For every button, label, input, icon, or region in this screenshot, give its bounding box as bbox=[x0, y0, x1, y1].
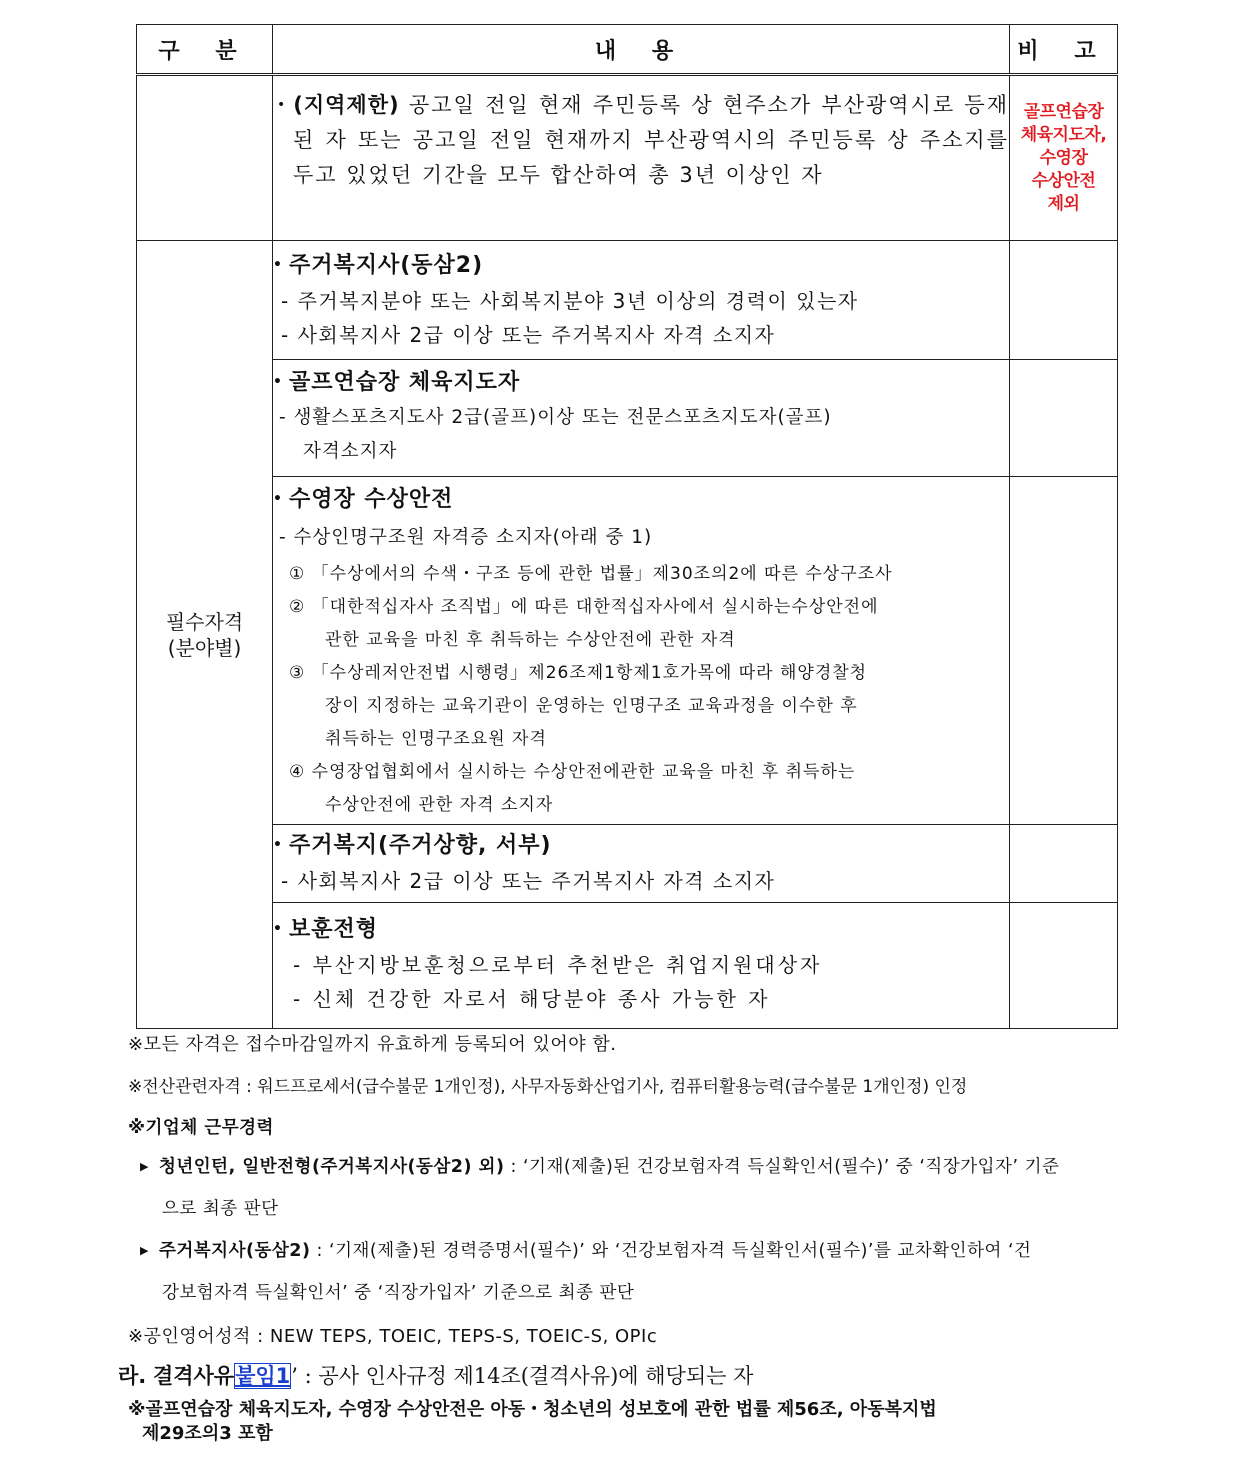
veterans-title bbox=[273, 911, 1009, 948]
region-row bbox=[137, 75, 1118, 241]
swim-title-text: 수영장 수상안전 bbox=[288, 487, 454, 512]
housing-welfare2-row bbox=[137, 825, 1118, 903]
housing-welfare2-note-cell bbox=[1010, 825, 1118, 903]
work-exp-item-2-cont: 강보험자격 득실확인서’ 중 ‘직장가입자’ 기준으로 최종 판단 bbox=[162, 1283, 635, 1303]
qualification-table bbox=[136, 24, 1118, 1029]
bullet-dot-icon: • bbox=[277, 97, 288, 113]
region-note-line-5: 제외 bbox=[1047, 193, 1080, 214]
region-note-line-1: 골프연습장 bbox=[1023, 101, 1104, 122]
housing-welfare-title-text: 주거복지사(동삼2) bbox=[288, 253, 484, 278]
swim-row bbox=[137, 477, 1118, 825]
table-header-row bbox=[137, 25, 1118, 75]
required-category-cell bbox=[137, 241, 273, 1029]
work-exp-item-1-text: : ‘기재(제출)된 건강보험자격 득실확인서(필수)’ 중 ‘직장가입자’ 기준 bbox=[504, 1157, 1060, 1177]
header-note: 비 고 bbox=[1010, 25, 1118, 75]
triangle-right-icon: ▶ bbox=[140, 1160, 149, 1173]
note-work-exp-title: ※기업체 근무경력 bbox=[128, 1118, 274, 1138]
bullet-dot-icon: • bbox=[273, 374, 283, 390]
swim-item-1: ① 「수상에서의 수색・구조 등에 관한 법률」제30조의2에 따른 수상구조사 bbox=[289, 564, 893, 584]
housing-welfare-cell bbox=[273, 241, 1010, 360]
veterans-row bbox=[137, 903, 1118, 1029]
housing-welfare2-cell bbox=[273, 825, 1010, 903]
note-it-certs: ※전산관련자격 : 워드프로세서(급수불문 1개인정), 사무자동화산업기사, 컴퓨터활용능력(급수불문 1개인정) 인정 bbox=[128, 1077, 968, 1097]
section-ra-quote: ’ bbox=[291, 1364, 298, 1388]
section-ra bbox=[118, 1360, 753, 1390]
section-ra-title: 결격사유 bbox=[152, 1364, 235, 1388]
housing-welfare-line-1: - 주거복지분야 또는 사회복지분야 3년 이상의 경력이 있는자 bbox=[281, 289, 859, 313]
section-ra-text: : 공사 인사규정 제14조(결격사유)에 해당되는 자 bbox=[297, 1364, 754, 1388]
swim-item-2: ② 「대한적십자사 조직법」에 따른 대한적십자사에서 실시하는수상안전에 bbox=[289, 597, 879, 617]
housing-welfare-title bbox=[273, 247, 1009, 284]
swim-item-4: ④ 수영장업협회에서 실시하는 수상안전에관한 교육을 마친 후 취득하는 bbox=[289, 762, 856, 782]
swim-item-3-cont-2: 취득하는 인명구조요원 자격 bbox=[325, 729, 547, 749]
golf-note-cell bbox=[1010, 360, 1118, 477]
veterans-title-text: 보훈전형 bbox=[288, 917, 378, 942]
veterans-line-2: - 신체 건강한 자로서 해당분야 종사 가능한 자 bbox=[293, 987, 771, 1011]
veterans-cell bbox=[273, 903, 1010, 1029]
work-exp-item-2-label: 주거복지사(동삼2) bbox=[158, 1241, 311, 1261]
swim-cell bbox=[273, 477, 1010, 825]
housing-welfare-line-2: - 사회복지사 2급 이상 또는 주거복지사 자격 소지자 bbox=[281, 323, 776, 347]
work-exp-item-1 bbox=[140, 1146, 1116, 1230]
last-note-line-2: 제29조의3 포함 bbox=[142, 1423, 273, 1444]
swim-intro: - 수상인명구조원 자격증 소지자(아래 중 1) bbox=[279, 527, 653, 548]
section-ra-label: 라. bbox=[118, 1364, 147, 1388]
veterans-note-cell bbox=[1010, 903, 1118, 1029]
triangle-right-icon: ▶ bbox=[140, 1244, 149, 1257]
housing-welfare-note-cell bbox=[1010, 241, 1118, 360]
attachment-link[interactable]: 붙임1 bbox=[235, 1364, 291, 1388]
note-english: ※공인영어성적 : NEW TEPS, TOEIC, TEPS-S, TOEIC-S, OPIc bbox=[128, 1326, 658, 1347]
region-text: 공고일 전일 현재 주민등록 상 현주소가 부산광역시로 등재된 자 또는 공고일 전일 현재까지 부산광역시의 주민등록 상 주소지를 두고 있었던 기간을 모두 합산하여 총 3년 이상인 자 bbox=[293, 93, 1009, 187]
region-lead: (지역제한) bbox=[293, 93, 400, 117]
housing-welfare-row bbox=[137, 241, 1118, 360]
golf-title bbox=[273, 364, 1009, 401]
swim-title bbox=[273, 481, 1009, 518]
golf-line-2: 자격소지자 bbox=[303, 441, 398, 462]
work-exp-item-2 bbox=[140, 1230, 1116, 1314]
required-category-line-1: 필수자격 bbox=[165, 609, 244, 634]
bullet-dot-icon: • bbox=[273, 257, 283, 273]
work-exp-item-1-label: 청년인턴, 일반전형(주거복지사(동삼2) 외) bbox=[158, 1157, 505, 1177]
golf-row bbox=[137, 360, 1118, 477]
bullet-dot-icon: • bbox=[273, 921, 283, 937]
required-category-line-2: (분야별) bbox=[167, 635, 242, 660]
last-note bbox=[128, 1398, 1118, 1446]
bullet-dot-icon: • bbox=[273, 837, 283, 853]
region-note-cell bbox=[1010, 75, 1118, 241]
region-note-line-4: 수상안전 bbox=[1031, 170, 1096, 191]
region-note-line-2: 체육지도자, bbox=[1020, 124, 1107, 145]
note-all-valid: ※모든 자격은 접수마감일까지 유효하게 등록되어 있어야 함. bbox=[128, 1034, 617, 1055]
region-note-line-3: 수영장 bbox=[1039, 147, 1088, 168]
housing-welfare2-line-1: - 사회복지사 2급 이상 또는 주거복지사 자격 소지자 bbox=[281, 869, 776, 893]
work-exp-item-2-text: : ‘기재(제출)된 경력증명서(필수)’ 와 ‘건강보험자격 득실확인서(필수)’를 교차확인하여 ‘건 bbox=[310, 1241, 1032, 1261]
header-category: 구 분 bbox=[137, 25, 273, 75]
last-note-line-1: ※골프연습장 체육지도자, 수영장 수상안전은 아동・청소년의 성보호에 관한 법률 제56조, 아동복지법 bbox=[128, 1399, 937, 1420]
region-category-cell bbox=[137, 75, 273, 241]
swim-item-3-cont-1: 장이 지정하는 교육기관이 운영하는 인명구조 교육과정을 이수한 후 bbox=[325, 696, 858, 716]
swim-item-2-cont: 관한 교육을 마친 후 취득하는 수상안전에 관한 자격 bbox=[325, 630, 736, 650]
work-exp-item-1-cont: 으로 최종 판단 bbox=[162, 1199, 279, 1219]
region-content-cell bbox=[273, 75, 1010, 241]
golf-title-text: 골프연습장 체육지도자 bbox=[288, 370, 521, 395]
swim-note-cell bbox=[1010, 477, 1118, 825]
bullet-dot-icon: • bbox=[273, 491, 283, 507]
region-paragraph bbox=[273, 88, 1009, 193]
swim-item-3: ③ 「수상레저안전법 시행령」제26조제1항제1호가목에 따라 해양경찰청 bbox=[289, 663, 868, 683]
veterans-line-1: - 부산지방보훈청으로부터 추천받은 취업지원대상자 bbox=[293, 953, 823, 977]
header-content: 내 용 bbox=[273, 25, 1010, 75]
housing-welfare2-title bbox=[273, 827, 1009, 864]
golf-line-1: - 생활스포츠지도사 2급(골프)이상 또는 전문스포츠지도자(골프) bbox=[279, 407, 832, 428]
swim-item-4-cont: 수상안전에 관한 자격 소지자 bbox=[325, 795, 554, 815]
housing-welfare2-title-text: 주거복지(주거상향, 서부) bbox=[288, 833, 552, 858]
golf-cell bbox=[273, 360, 1010, 477]
